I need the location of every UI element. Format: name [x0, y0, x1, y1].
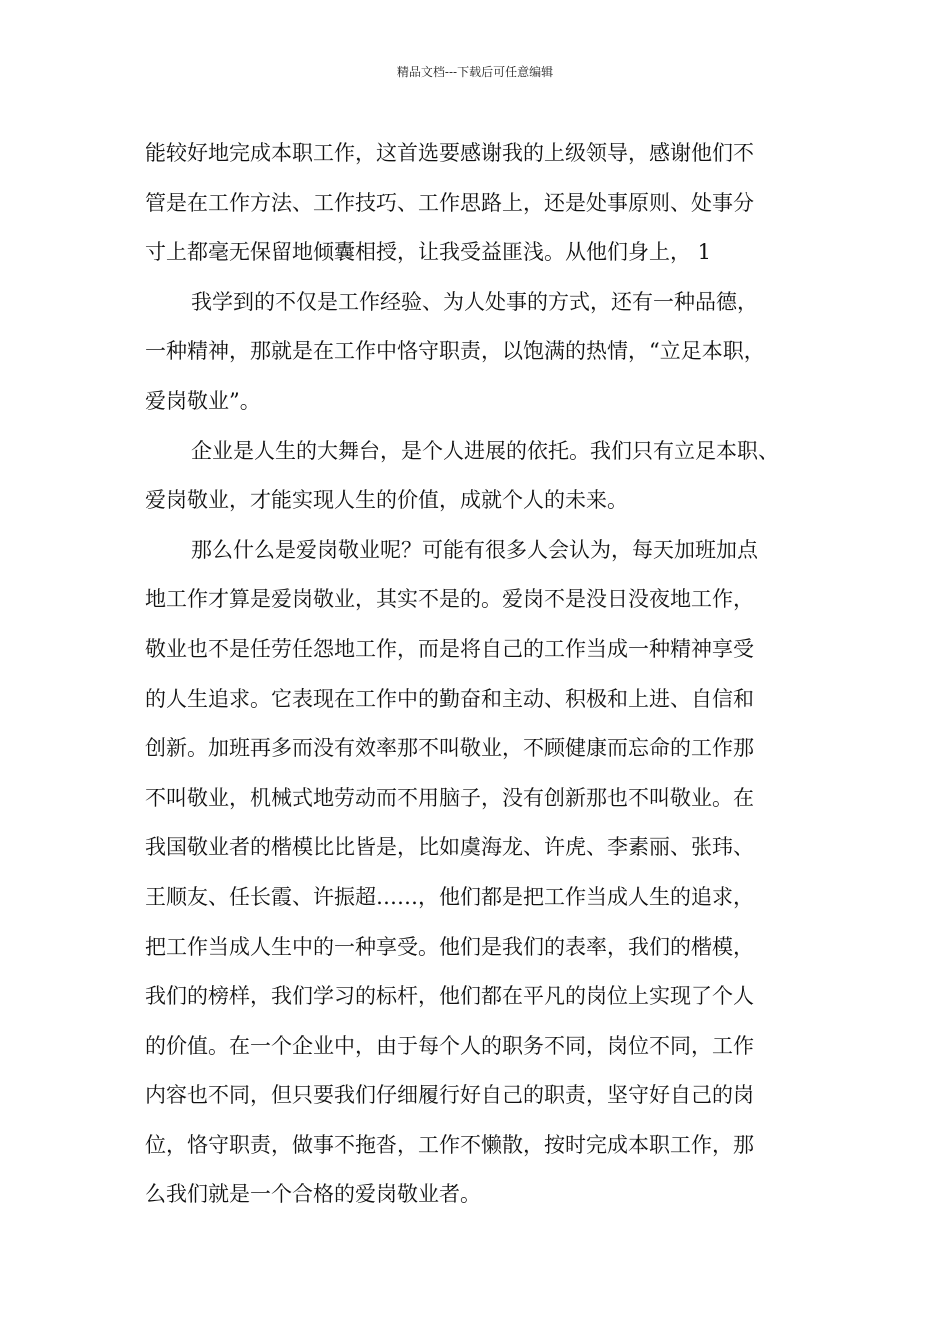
text-line: 我学到的不仅是工作经验、为人处事的方式，还有一种品德，: [191, 289, 758, 314]
text-line: 位，恪守职责，做事不拖沓，工作不懒散，按时完成本职工作，那: [145, 1132, 754, 1157]
document-body: [145, 129, 845, 1220]
text-line: 把工作当成人生中的一种享受。他们是我们的表率，我们的楷模，: [145, 934, 754, 959]
text-line: 一种精神，那就是在工作中恪守职责，以饱满的热情，“立足本职，: [145, 339, 765, 364]
page-header: 精品文档---下载后可任意编辑: [396, 65, 554, 79]
text-line: 不叫敬业，机械式地劳动而不用脑子，没有创新那也不叫敬业。在: [145, 785, 754, 810]
text-line: 那么什么是爱岗敬业呢？可能有很多人会认为，每天加班加点: [191, 537, 758, 562]
text-line: 管是在工作方法、工作技巧、工作思路上，还是处事原则、处事分: [145, 190, 754, 215]
text-line: 的人生追求。它表现在工作中的勤奋和主动、积极和上进、自信和: [145, 686, 754, 711]
text-line: 的价值。在一个企业中，由于每个人的职务不同，岗位不同，工作: [145, 1033, 754, 1058]
text-line: 王顺友、任长霞、许振超……，他们都是把工作当成人生的追求，: [145, 884, 754, 909]
text-line: 内容也不同，但只要我们仔细履行好自己的职责，坚守好自己的岗: [145, 1083, 754, 1108]
text-line: 创新。加班再多而没有效率那不叫敬业，不顾健康而忘命的工作那: [145, 736, 754, 761]
text-line: 敬业也不是任劳任怨地工作，而是将自己的工作当成一种精神享受: [145, 636, 754, 661]
text-line: 企业是人生的大舞台，是个人进展的依托。我们只有立足本职、: [191, 438, 779, 463]
text-line: 寸上都毫无保留地倾囊相授，让我受益匪浅。从他们身上， 1: [145, 240, 712, 265]
text-line: 么我们就是一个合格的爱岗敬业者。: [145, 1182, 481, 1207]
text-line: 我国敬业者的楷模比比皆是，比如虞海龙、许虎、李素丽、张玮、: [145, 835, 754, 860]
text-line: 爱岗敬业”。: [145, 388, 261, 413]
text-line: 爱岗敬业，才能实现人生的价值，成就个人的未来。: [145, 488, 628, 513]
text-line: 地工作才算是爱岗敬业，其实不是的。爱岗不是没日没夜地工作，: [145, 587, 754, 612]
text-line: 我们的榜样，我们学习的标杆，他们都在平凡的岗位上实现了个人: [145, 984, 754, 1009]
text-line: 能较好地完成本职工作，这首选要感谢我的上级领导，感谢他们不: [145, 141, 754, 165]
